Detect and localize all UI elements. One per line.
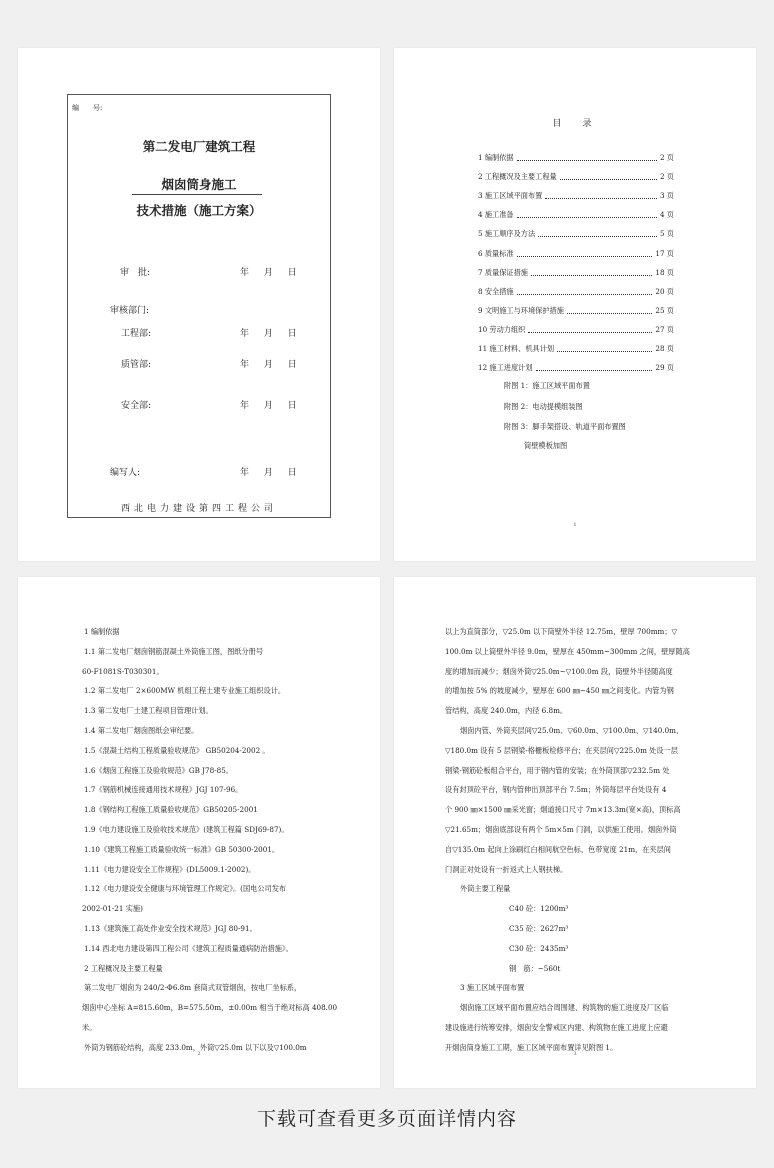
text-line: 烟囱施工区域平面布置应结合周围建、构筑物的施工进度及厂区临 <box>460 1003 669 1013</box>
toc-item-page: 18 页 <box>655 267 674 277</box>
toc-item-page: 27 页 <box>655 324 674 334</box>
text-line: 1.11《电力建设安全工作规程》(DL5009.1-2002)。 <box>84 864 256 874</box>
toc-item-page: 3 页 <box>659 191 674 201</box>
eng-date: 年 月 日 <box>240 329 297 339</box>
title-divider <box>132 194 262 195</box>
appendix-item: 附图 1：施工区域平面布置 <box>504 381 590 390</box>
text-line: 1.2 第二发电厂 2×600MW 机组工程土建专业施工组织设计。 <box>84 686 286 696</box>
toc-item <box>478 340 674 354</box>
toc-item-label: 12 施工进度计划 <box>478 363 533 373</box>
text-line: C35 砼：2627m³ <box>509 923 569 933</box>
text-line: ▽21.65m；烟囱底部设有两个 5m×5m 门洞，以供施工使用。烟囱外筒 <box>445 824 677 834</box>
cover-subtitle: 烟囱筒身施工 <box>161 177 237 192</box>
text-line: 开烟囱筒身施工工期，施工区域平面布置详见附图 1。 <box>445 1042 618 1052</box>
toc-leader-dots <box>517 294 653 295</box>
text-line: 第二发电厂烟囱为 240/2-Φ6.8m 套筒式双管烟囱，按电厂坐标系， <box>84 983 302 993</box>
toc-item <box>478 359 674 373</box>
toc-item-label: 5 施工顺序及方法 <box>478 229 536 239</box>
text-line: 1.8《钢结构工程施工质量验收规范》GB50205-2001 <box>84 805 258 815</box>
text-line: 外筒主要工程量 <box>460 884 511 894</box>
text-line: 1.6《烟囱工程施工及验收规范》GB J78-85。 <box>84 765 233 775</box>
text-line: C40 砼：1200m³ <box>509 904 569 914</box>
toc-item-label: 11 施工材料、机具计划 <box>478 344 555 353</box>
content-page-3 <box>394 577 756 1088</box>
number-label: 编 号: <box>72 104 103 112</box>
toc-leader-dots <box>536 370 653 371</box>
toc-leader-dots <box>567 313 652 314</box>
toc-leader-dots <box>538 236 657 237</box>
page-number: 1 <box>573 522 577 528</box>
toc-item <box>478 206 674 220</box>
eng-label: 工程部: <box>121 329 152 339</box>
cover-subtitle-2: 技术措施（施工方案） <box>136 203 262 218</box>
text-line: 钢 筋：~560t <box>509 963 561 973</box>
toc-item <box>478 321 674 335</box>
toc-item-page: 2 页 <box>659 153 674 162</box>
toc-item-label: 10 劳动力组织 <box>478 324 526 334</box>
appendix-item: 附图 2：电动提模组装图 <box>504 402 583 411</box>
text-line: 管结构，高度 240.0m，内径 6.8m。 <box>445 706 568 716</box>
toc-leader-dots <box>560 179 657 180</box>
appendix-item: 附图 3：脚手架搭设、轨道平面布置图 <box>504 422 626 431</box>
approve-date: 年 月 日 <box>240 268 297 278</box>
qa-label: 质管部: <box>121 360 152 370</box>
toc-leader-dots <box>531 275 652 276</box>
toc-item <box>478 245 674 259</box>
page-text <box>82 622 337 1058</box>
text-line: 1.7《钢筋机械连接通用技术规程》JGJ 107-96。 <box>84 785 243 795</box>
author-label: 编写人: <box>110 468 141 478</box>
page-number: 3 <box>573 1051 577 1057</box>
safety-date: 年 月 日 <box>240 401 297 411</box>
cover-page <box>18 48 380 561</box>
text-line: ▽180.0m 设有 5 层钢梁-格栅板检修平台；在夹层间▽225.0m 处设一层 <box>445 745 678 755</box>
toc-item-label: 9 文明施工与环境保护措施 <box>478 305 564 315</box>
toc-item-page: 4 页 <box>659 210 674 220</box>
toc-item-label: 7 质量保证措施 <box>478 267 528 277</box>
dept-label: 审核部门: <box>110 306 150 316</box>
toc-item-page: 2 页 <box>659 172 674 182</box>
toc-item-label: 3 施工区域平面布置 <box>478 191 543 201</box>
text-line: 设有封顶砼平台，钢内管伸出顶部平台 7.5m；外筒每层平台处设有 4 <box>445 785 667 795</box>
text-line: 自▽135.0m 起向上涂刷红白相间航空色标，色带宽度 21m，在夹层间 <box>445 844 671 854</box>
toc-item <box>478 264 674 278</box>
text-line: 个 900 ㎜×1500 ㎜采光窗；烟道接口尺寸 7m×13.3m(宽×高)，顶标高 <box>445 805 681 815</box>
company-name: 西北电力建设第四工程公司 <box>120 504 277 514</box>
text-line: 2 工程概况及主要工程量 <box>84 963 163 973</box>
page-text <box>445 622 690 1058</box>
toc-item <box>478 149 674 163</box>
text-line: 1.14 西北电力建设第四工程公司《建筑工程质量通病防治措施》。 <box>84 943 293 953</box>
text-line: 1.12《电力建设安全健康与环境管理工作规定》。(国电公司发布 <box>84 884 287 894</box>
cover-title: 第二发电厂建筑工程 <box>142 139 256 154</box>
text-line: 1.10《建筑工程施工质量验收统一标准》GB 50300-2001。 <box>84 844 280 854</box>
cover-frame <box>67 94 331 518</box>
text-line: 烟囱内管、外筒夹层间▽25.0m、▽60.0m、▽100.0m、▽140.0m、 <box>460 725 684 735</box>
toc-item <box>478 225 674 239</box>
text-line: 1.1 第二发电厂烟囱钢筋混凝土外筒施工图，图纸分册号 <box>84 646 264 656</box>
qa-date: 年 月 日 <box>240 360 297 370</box>
text-line: 的增加按 5% 的坡度减少，壁厚在 600 ㎜~450 ㎜之间变化。内管为钢 <box>445 686 674 696</box>
toc-leader-dots <box>517 160 657 161</box>
toc-item-page: 29 页 <box>655 363 674 373</box>
text-line: 1.3 第二发电厂土建工程项目管理计划。 <box>84 706 213 716</box>
appendix-item: 筒壁模板加图 <box>524 441 568 450</box>
toc-item-label: 2 工程概况及主要工程量 <box>478 172 557 182</box>
toc-leader-dots <box>557 351 652 352</box>
author-date: 年 月 日 <box>240 468 297 478</box>
toc-item <box>478 187 674 201</box>
toc-item <box>478 168 674 182</box>
text-line: 1.9《电力建设施工及验收技术规范》(建筑工程篇 SDJ69-87)。 <box>84 824 289 834</box>
text-line: C30 砼：2435m³ <box>509 943 569 953</box>
text-line: 钢梁-钢筋砼板组合平台，用于钢内管的安装；在外筒顶部▽232.5m 处 <box>445 765 670 775</box>
toc-item-label: 1 编制依据 <box>478 153 514 162</box>
approve-label: 审 批: <box>120 268 151 278</box>
text-line: 100.0m 以上筒壁外半径 9.0m，壁厚在 450mm~300mm 之间，壁厚随高 <box>445 646 690 656</box>
text-line: 1.4 第二发电厂烟囱图纸会审纪要。 <box>84 725 199 735</box>
text-line: 烟囱中心坐标 A=815.60m，B=575.50m，±0.00m 相当于绝对标高 408.00 <box>82 1003 338 1013</box>
toc-leader-dots <box>517 217 657 218</box>
download-hint: 下载可查看更多页面详情内容 <box>256 1108 517 1130</box>
text-line: 外筒为钢筋砼结构，高度 233.0m，外筒▽25.0m 以下以及▽100.0m <box>84 1042 307 1052</box>
toc-item-label: 6 质量标准 <box>478 248 514 258</box>
toc-leader-dots <box>545 198 657 199</box>
text-line: 2002-01-21 实施) <box>82 904 143 914</box>
text-line: 度的增加而减少；烟囱外筒▽25.0m~▽100.0m 段，筒壁外半径随高度 <box>445 666 673 676</box>
text-line: 3 施工区域平面布置 <box>460 983 525 993</box>
toc-item-label: 4 施工准备 <box>478 210 514 220</box>
toc-item-page: 25 页 <box>655 305 674 315</box>
text-line: 以上为直筒部分，▽25.0m 以下筒壁外半径 12.75m，壁厚 700mm；▽ <box>445 627 678 636</box>
toc-item-label: 8 安全措施 <box>478 286 514 296</box>
text-line: 建设施进行统筹安排，烟囱安全警戒区内建、构筑物在施工进度上应避 <box>445 1022 668 1032</box>
toc-item <box>478 302 674 316</box>
text-line: 门洞正对处设有一折返式上人钢扶梯。 <box>445 864 568 874</box>
text-line: 60-F1081S-T030301。 <box>82 666 164 676</box>
toc-item-page: 28 页 <box>655 344 674 353</box>
toc-item-page: 5 页 <box>659 229 674 239</box>
text-line: 1.5《混凝土结构工程质量验收规范》 GB50204-2002 。 <box>84 745 270 755</box>
toc-leader-dots <box>517 256 653 257</box>
toc-item-page: 17 页 <box>655 248 674 258</box>
safety-label: 安全部: <box>121 401 152 411</box>
toc-title: 目 录 <box>552 119 598 129</box>
toc-item-page: 20 页 <box>655 286 674 296</box>
toc-item <box>478 283 674 297</box>
text-line: 1 编制依据 <box>84 627 120 636</box>
text-line: 米。 <box>82 1022 97 1032</box>
toc-page <box>394 48 756 561</box>
page-number: 2 <box>197 1051 201 1057</box>
content-page-2 <box>18 577 380 1088</box>
toc-leader-dots <box>528 332 652 333</box>
text-line: 1.13《建筑施工高处作业安全技术规范》JGJ 80-91。 <box>84 923 257 933</box>
